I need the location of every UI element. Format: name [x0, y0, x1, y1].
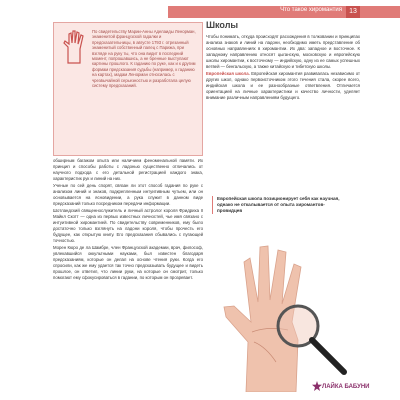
header-bar	[168, 6, 400, 18]
paragraph: Шотландский священнослужитель и личный астролог короля Фридриха II Майкл Скотт — одна из первых известных личностей, чье имя связано с интуитивной хиромантией. По свидетельству современников, ему было достаточно только взглянуть на ладони короля, чтобы прочесть его будущее, как открытую книгу. Его предсказания сбывались с пугающей точностью.	[53, 208, 203, 243]
paragraph: Чтобы понимать, откуда происходят расхождения в толковании и принципах анализа знаков и линий на ладони, необходимо иметь представление об основных направлениях в хиромантии. Их два: западное и восточное. К западному направлению относят цыганскую, московскую и европейскую школы хиромантии, к восточному — индийскую, одну из ее самых успешных ветвей — бенгальскую, а также китайскую и тибетскую школы.	[206, 34, 360, 69]
paragraph-text: Европейская хиромантия развивалась независимо от других школ, однако первоисточником этого течения стала, скорее всего, индийская школа и ее разнообразные ответвления. Отличается ориентацией на личные характеристики и качество личности, уделяет внимание различным направлениям будущего.	[206, 71, 360, 100]
section-title: Школы	[206, 20, 239, 30]
sidebar-text: По свидетельству Марии-Анны Аделаиды Ленорман, знаменитой французской гадалки и предсказательницы, в августе 1793 г. отрезанный знаменитый собственный палец с Парижа, при взгляде на руку ты, что она видит в последний момент, попрошавшись, а не бренные выступают картины прошлого. К гаданию по руке, как и к другим формам предсказания судьбы (например, к гаданию на картах), мадам Ленорман относилась с чрезвычайной серьезностью и разработала целую систему предсказаний.	[92, 29, 196, 89]
paragraph: Морен Кюро де ла Шамбре, член Французской академии, врач, философ, увлекавшийся оккультными науками, был известен благодаря предсказаниям, которые он делал на основе чтения руки. Когда его спросили, как же ему удается так точно предсказывать будущее и видеть прошлое, он ответил, что линии руки, на которые он смотрит, только помогают ему сфокусироваться в гадании, по которым он прозревает.	[53, 245, 203, 280]
paragraph: Ученые по сей день спорят, связан ли этот способ гадания по руке с анализом линий и знаков, подкрепленным интуитивным чутьем, или он основывается на ясновидении, а рука служит в данном виде предсказаний только посредником передачи информации.	[53, 183, 203, 206]
page-number: 13	[346, 6, 360, 18]
publisher-logo: ЛАЙКА БАБУНИ	[322, 384, 370, 390]
paragraph: обширным багажом опыта или наличием феноменальной памяти. Их принцип и способы работы с ладонью существенно отличались от научного подхода с его детальной регистрацией каждого знака, характеристик рук и линий на них.	[53, 158, 203, 181]
star-icon	[312, 381, 322, 391]
right-column	[206, 34, 360, 102]
hand-magnifier-photo	[206, 222, 362, 392]
highlight-term: Европейская школа.	[206, 71, 250, 76]
left-column	[53, 158, 203, 282]
callout-quote: Европейская школа позиционирует себя как научная, однако не откалывается от опыта хиромантов-провидцев	[212, 196, 348, 214]
sidebar-note	[53, 22, 203, 156]
hand-icon	[60, 29, 90, 65]
paragraph	[206, 71, 360, 101]
running-header-title: Что такое хиромантия	[280, 7, 342, 13]
